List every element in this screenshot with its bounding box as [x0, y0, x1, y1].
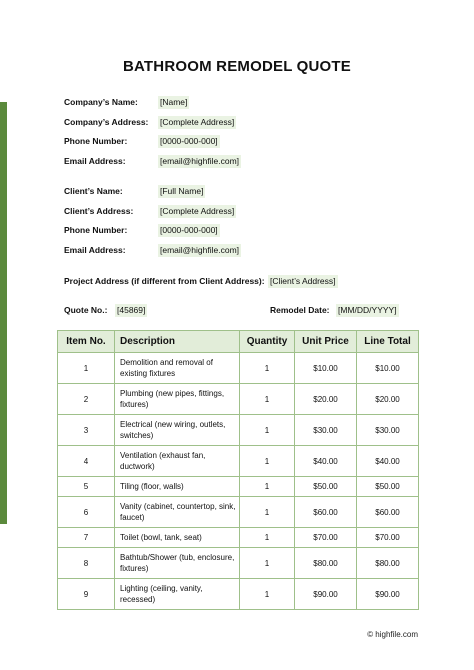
- unit-price-cell: $90.00: [295, 579, 357, 610]
- table-row: [58, 384, 419, 415]
- table-row: [58, 497, 419, 528]
- quote-number-field[interactable]: [45869]: [117, 305, 146, 315]
- page-title: BATHROOM REMODEL QUOTE: [122, 58, 351, 75]
- quote-items-table: [57, 330, 419, 610]
- footer-copyright: © highfile.com: [367, 630, 418, 639]
- item-no-cell: 5: [58, 477, 115, 497]
- header-unit-price: Unit Price: [295, 331, 357, 353]
- line-total-cell: $20.00: [357, 384, 419, 415]
- project-address-field[interactable]: [Client’s Address]: [270, 276, 336, 286]
- description-cell: Vanity (cabinet, countertop, sink, faucet): [115, 497, 240, 528]
- client-phone-field[interactable]: [0000-000-000]: [160, 225, 218, 235]
- description-cell: Ventilation (exhaust fan, ductwork): [115, 446, 240, 477]
- quantity-cell: 1: [240, 477, 295, 497]
- item-no-cell: 8: [58, 548, 115, 579]
- line-total-cell: $80.00: [357, 548, 419, 579]
- client-name-field[interactable]: [Full Name]: [160, 186, 204, 196]
- quantity-cell: 1: [240, 528, 295, 548]
- line-total-cell: $40.00: [357, 446, 419, 477]
- line-total-cell: $10.00: [357, 353, 419, 384]
- client-address-field[interactable]: [Complete Address]: [160, 206, 235, 216]
- company-address-label: Company’s Address:: [64, 117, 149, 127]
- unit-price-cell: $60.00: [295, 497, 357, 528]
- sidebar-accent-bar: [0, 102, 7, 524]
- quantity-cell: 1: [240, 353, 295, 384]
- line-total-cell: $50.00: [357, 477, 419, 497]
- client-phone-label: Phone Number:: [64, 225, 128, 235]
- item-no-cell: 7: [58, 528, 115, 548]
- quantity-cell: 1: [240, 497, 295, 528]
- company-phone-label: Phone Number:: [64, 136, 128, 146]
- client-email-label: Email Address:: [64, 245, 126, 255]
- quantity-cell: 1: [240, 384, 295, 415]
- company-name-label: Company’s Name:: [64, 97, 138, 107]
- remodel-date-label: Remodel Date:: [270, 305, 330, 315]
- description-cell: Bathtub/Shower (tub, enclosure, fixtures): [115, 548, 240, 579]
- quantity-cell: 1: [240, 579, 295, 610]
- unit-price-cell: $70.00: [295, 528, 357, 548]
- line-total-cell: $30.00: [357, 415, 419, 446]
- item-no-cell: 9: [58, 579, 115, 610]
- quantity-cell: 1: [240, 415, 295, 446]
- table-row: [58, 579, 419, 610]
- company-name-field[interactable]: [Name]: [160, 97, 188, 107]
- line-total-cell: $90.00: [357, 579, 419, 610]
- remodel-date-field[interactable]: [MM/DD/YYYY]: [338, 305, 397, 315]
- table-row: [58, 353, 419, 384]
- unit-price-cell: $40.00: [295, 446, 357, 477]
- item-no-cell: 2: [58, 384, 115, 415]
- project-address-label: Project Address (if different from Client Address):: [64, 276, 265, 286]
- company-address-field[interactable]: [Complete Address]: [160, 117, 235, 127]
- client-email-field[interactable]: [email@highfile.com]: [160, 245, 240, 255]
- table-row: [58, 477, 419, 497]
- description-cell: Lighting (ceiling, vanity, recessed): [115, 579, 240, 610]
- client-name-label: Client’s Name:: [64, 186, 123, 196]
- item-no-cell: 1: [58, 353, 115, 384]
- table-row: [58, 446, 419, 477]
- item-no-cell: 4: [58, 446, 115, 477]
- unit-price-cell: $30.00: [295, 415, 357, 446]
- table-row: [58, 548, 419, 579]
- quantity-cell: 1: [240, 548, 295, 579]
- header-description: Description: [115, 331, 240, 353]
- item-no-cell: 6: [58, 497, 115, 528]
- company-phone-field[interactable]: [0000-000-000]: [160, 136, 218, 146]
- header-line-total: Line Total: [357, 331, 419, 353]
- company-email-label: Email Address:: [64, 156, 126, 166]
- unit-price-cell: $80.00: [295, 548, 357, 579]
- description-cell: Plumbing (new pipes, fittings, fixtures): [115, 384, 240, 415]
- table-row: [58, 528, 419, 548]
- header-quantity: Quantity: [240, 331, 295, 353]
- description-cell: Tiling (floor, walls): [115, 477, 240, 497]
- description-cell: Demolition and removal of existing fixtures: [115, 353, 240, 384]
- company-email-field[interactable]: [email@highfile.com]: [160, 156, 240, 166]
- header-item-no: Item No.: [58, 331, 115, 353]
- description-cell: Electrical (new wiring, outlets, switches): [115, 415, 240, 446]
- table-row: [58, 415, 419, 446]
- unit-price-cell: $50.00: [295, 477, 357, 497]
- table-header-row: [58, 331, 419, 353]
- unit-price-cell: $10.00: [295, 353, 357, 384]
- line-total-cell: $70.00: [357, 528, 419, 548]
- description-cell: Toilet (bowl, tank, seat): [115, 528, 240, 548]
- quote-number-label: Quote No.:: [64, 305, 108, 315]
- item-no-cell: 3: [58, 415, 115, 446]
- client-address-label: Client’s Address:: [64, 206, 134, 216]
- line-total-cell: $60.00: [357, 497, 419, 528]
- quantity-cell: 1: [240, 446, 295, 477]
- unit-price-cell: $20.00: [295, 384, 357, 415]
